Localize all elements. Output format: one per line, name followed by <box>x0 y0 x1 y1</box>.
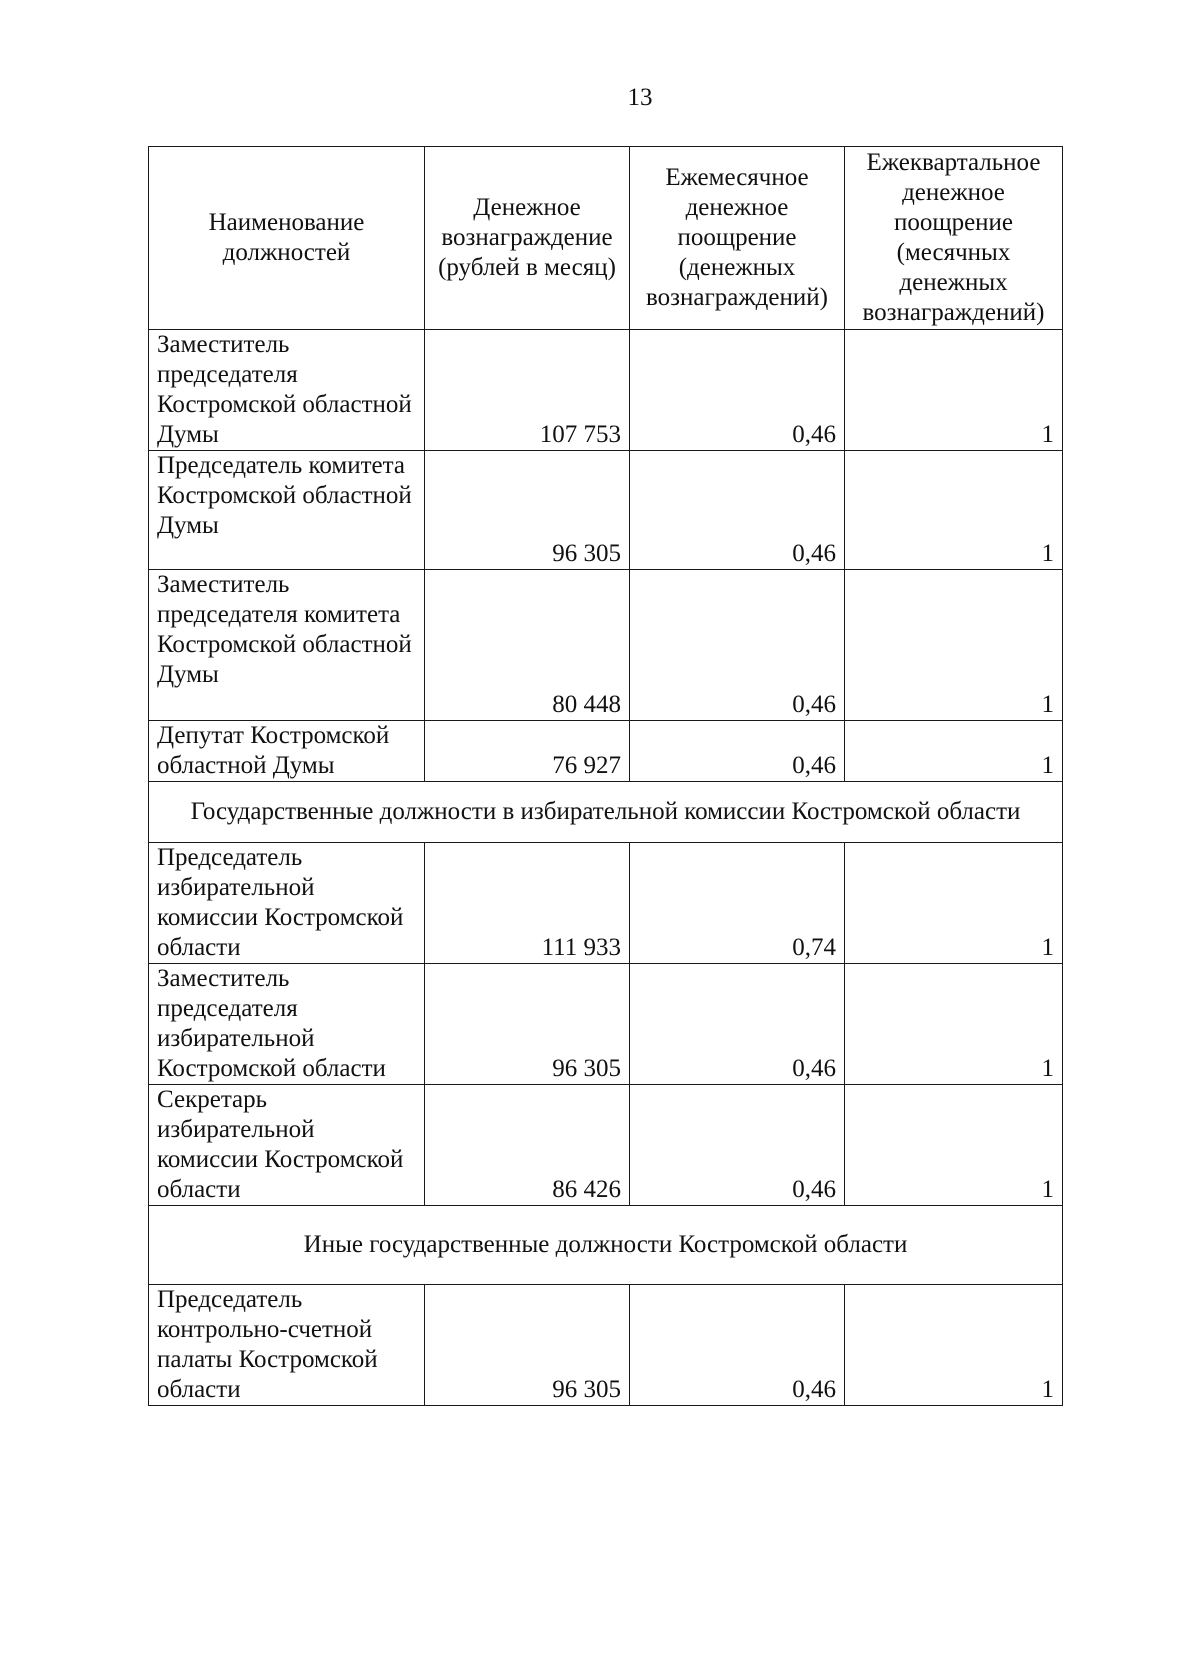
header-position-name: Наименование должностей <box>149 147 425 330</box>
quarterly-bonus-value: 1 <box>845 1285 1063 1406</box>
quarterly-bonus-value: 1 <box>845 964 1063 1085</box>
remuneration-table <box>148 146 1063 1406</box>
section-heading: Иные государственные должности Костромской области <box>149 1206 1063 1285</box>
table-row <box>149 843 1063 964</box>
pay-value: 96 305 <box>425 964 630 1085</box>
pay-value: 76 927 <box>425 721 630 782</box>
position-name: Заместитель председателя комитета Костромской областной Думы <box>149 570 425 721</box>
monthly-bonus-value: 0,74 <box>630 843 845 964</box>
monthly-bonus-value: 0,46 <box>630 1285 845 1406</box>
table-row <box>149 1085 1063 1206</box>
monthly-bonus-value: 0,46 <box>630 570 845 721</box>
monthly-bonus-value: 0,46 <box>630 1085 845 1206</box>
monthly-bonus-value: 0,46 <box>630 721 845 782</box>
quarterly-bonus-value: 1 <box>845 330 1063 451</box>
table-row <box>149 570 1063 721</box>
quarterly-bonus-value: 1 <box>845 1085 1063 1206</box>
section-row <box>149 1206 1063 1285</box>
section-heading: Государственные должности в избирательной комиссии Костромской области <box>149 782 1063 843</box>
position-name: Председатель избирательной комиссии Костромской области <box>149 843 425 964</box>
monthly-bonus-value: 0,46 <box>630 330 845 451</box>
table-header-row <box>149 147 1063 330</box>
position-name: Заместитель председателя избирательной Костромской области <box>149 964 425 1085</box>
pay-value: 80 448 <box>425 570 630 721</box>
position-name: Секретарь избирательной комиссии Костромской области <box>149 1085 425 1206</box>
position-name: Председатель комитета Костромской областной Думы <box>149 451 425 570</box>
table-row <box>149 1285 1063 1406</box>
table-row <box>149 451 1063 570</box>
pay-value: 107 753 <box>425 330 630 451</box>
position-name: Депутат Костромской областной Думы <box>149 721 425 782</box>
section-row <box>149 782 1063 843</box>
pay-value: 96 305 <box>425 1285 630 1406</box>
monthly-bonus-value: 0,46 <box>630 964 845 1085</box>
quarterly-bonus-value: 1 <box>845 843 1063 964</box>
header-quarterly-bonus: Ежеквартальное денежное поощрение (месячных денежных вознаграждений) <box>845 147 1063 330</box>
position-name: Заместитель председателя Костромской областной Думы <box>149 330 425 451</box>
position-name: Председатель контрольно-счетной палаты Костромской области <box>149 1285 425 1406</box>
header-monthly-bonus: Ежемесячное денежное поощрение (денежных вознаграждений) <box>630 147 845 330</box>
table-row <box>149 721 1063 782</box>
pay-value: 111 933 <box>425 843 630 964</box>
quarterly-bonus-value: 1 <box>845 570 1063 721</box>
page-number: 13 <box>627 84 653 111</box>
table-row <box>149 330 1063 451</box>
quarterly-bonus-value: 1 <box>845 721 1063 782</box>
quarterly-bonus-value: 1 <box>845 451 1063 570</box>
header-monthly-pay: Денежное вознаграждение (рублей в месяц) <box>425 147 630 330</box>
pay-value: 86 426 <box>425 1085 630 1206</box>
table-row <box>149 964 1063 1085</box>
pay-value: 96 305 <box>425 451 630 570</box>
monthly-bonus-value: 0,46 <box>630 451 845 570</box>
